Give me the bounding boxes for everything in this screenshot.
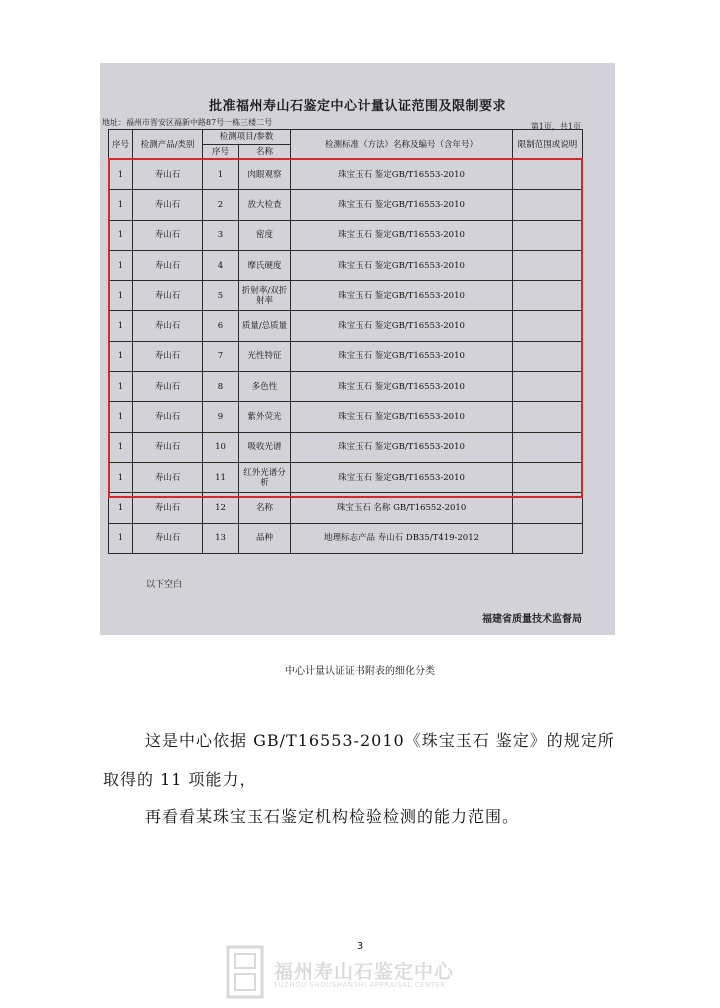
header-item-no: 序号 — [203, 145, 239, 160]
cell-item-name: 密度 — [239, 220, 291, 250]
cell-seq: 1 — [109, 462, 133, 492]
cell-item-no: 10 — [203, 432, 239, 462]
cell-item-no: 4 — [203, 250, 239, 280]
cell-item-name: 折射率/双折射率 — [239, 281, 291, 311]
cell-item-no: 11 — [203, 462, 239, 492]
cell-seq: 1 — [109, 250, 133, 280]
certificate-title: 批准福州寿山石鉴定中心计量认证范围及限制要求 — [208, 99, 506, 114]
paragraph-1-line-1: 这是中心依据 GB/T16553-2010《珠宝玉石 鉴定》的规定所 — [145, 731, 615, 750]
table-row — [109, 523, 583, 553]
cell-item-name: 红外光谱分析 — [239, 462, 291, 492]
cell-item-no: 8 — [203, 372, 239, 402]
paragraph-2: 再看看某珠宝玉石鉴定机构检验检测的能力范围。 — [145, 807, 520, 826]
cell-product: 寿山石 — [133, 250, 203, 280]
cell-standard: 珠宝玉石 鉴定GB/T16553-2010 — [291, 190, 513, 220]
cell-standard: 珠宝玉石 鉴定GB/T16553-2010 — [291, 462, 513, 492]
watermark-text: 福州寿山石鉴定中心 — [274, 961, 455, 983]
cell-seq: 1 — [109, 220, 133, 250]
cell-item-no: 1 — [203, 160, 239, 190]
seal-icon — [226, 945, 264, 999]
cell-product: 寿山石 — [133, 462, 203, 492]
certificate-address: 地址：福州市晋安区福新中路87号一栋三楼二号 — [102, 118, 273, 127]
cell-product: 寿山石 — [133, 190, 203, 220]
cell-item-name: 紫外荧光 — [239, 402, 291, 432]
cell-limit — [513, 523, 583, 553]
cell-seq: 1 — [109, 372, 133, 402]
cell-product: 寿山石 — [133, 341, 203, 371]
cell-product: 寿山石 — [133, 402, 203, 432]
cell-product: 寿山石 — [133, 372, 203, 402]
certificate-page-info: 第1页，共1页 — [530, 122, 581, 131]
issuing-authority: 福建省质量技术监督局 — [482, 614, 582, 625]
cell-item-no: 2 — [203, 190, 239, 220]
cell-seq: 1 — [109, 190, 133, 220]
cell-seq: 1 — [109, 281, 133, 311]
cell-product: 寿山石 — [133, 281, 203, 311]
page-number: 3 — [356, 941, 364, 952]
cell-product: 寿山石 — [133, 160, 203, 190]
cell-standard: 珠宝玉石 鉴定GB/T16553-2010 — [291, 372, 513, 402]
cell-item-name: 名称 — [239, 493, 291, 523]
cell-item-name: 放大检查 — [239, 190, 291, 220]
cell-seq: 1 — [109, 160, 133, 190]
cell-product: 寿山石 — [133, 311, 203, 341]
cell-item-no: 3 — [203, 220, 239, 250]
blank-below-note: 以下空白 — [146, 580, 183, 590]
cell-item-name: 质量/总质量 — [239, 311, 291, 341]
cell-standard: 珠宝玉石 鉴定GB/T16553-2010 — [291, 402, 513, 432]
cell-item-name: 光性特征 — [239, 341, 291, 371]
cell-seq: 1 — [109, 493, 133, 523]
cell-product: 寿山石 — [133, 220, 203, 250]
cell-seq: 1 — [109, 432, 133, 462]
cell-item-no: 6 — [203, 311, 239, 341]
cell-product: 寿山石 — [133, 432, 203, 462]
cell-standard: 珠宝玉石 鉴定GB/T16553-2010 — [291, 432, 513, 462]
cell-standard: 珠宝玉石 名称 GB/T16552-2010 — [291, 493, 513, 523]
cell-item-no: 13 — [203, 523, 239, 553]
cell-product: 寿山石 — [133, 493, 203, 523]
header-product: 检测产品/类别 — [133, 130, 203, 160]
cell-standard: 珠宝玉石 鉴定GB/T16553-2010 — [291, 160, 513, 190]
cell-standard: 地理标志产品 寿山石 DB35/T419-2012 — [291, 523, 513, 553]
cell-seq: 1 — [109, 311, 133, 341]
cell-item-name: 肉眼观察 — [239, 160, 291, 190]
cell-standard: 珠宝玉石 鉴定GB/T16553-2010 — [291, 250, 513, 280]
header-seq: 序号 — [109, 130, 133, 160]
cell-item-no: 9 — [203, 402, 239, 432]
cell-product: 寿山石 — [133, 523, 203, 553]
scanned-certificate-image — [100, 63, 615, 635]
watermark-subtext: FUZHOU SHOUSHANSHI APPRAISAL CENTER — [274, 981, 446, 989]
header-item-group: 检测项目/参数 — [203, 130, 291, 145]
cell-standard: 珠宝玉石 鉴定GB/T16553-2010 — [291, 281, 513, 311]
header-standard: 检测标准（方法）名称及编号（含年号） — [291, 130, 513, 160]
cell-seq: 1 — [109, 402, 133, 432]
cell-standard: 珠宝玉石 鉴定GB/T16553-2010 — [291, 341, 513, 371]
cell-item-no: 12 — [203, 493, 239, 523]
red-highlight-box — [108, 158, 583, 498]
paragraph-1-line-2: 取得的 11 项能力， — [103, 770, 257, 789]
cell-seq: 1 — [109, 341, 133, 371]
cell-item-name: 吸收光谱 — [239, 432, 291, 462]
cell-item-name: 品种 — [239, 523, 291, 553]
header-limit: 限制范围或说明 — [513, 130, 583, 160]
header-item-name: 名称 — [239, 145, 291, 160]
watermark-logo — [226, 943, 496, 1003]
cell-standard: 珠宝玉石 鉴定GB/T16553-2010 — [291, 311, 513, 341]
cell-item-no: 5 — [203, 281, 239, 311]
cell-item-name: 多色性 — [239, 372, 291, 402]
cell-seq: 1 — [109, 523, 133, 553]
figure-caption: 中心计量认证证书附表的细化分类 — [285, 666, 435, 677]
cell-standard: 珠宝玉石 鉴定GB/T16553-2010 — [291, 220, 513, 250]
cell-item-no: 7 — [203, 341, 239, 371]
cell-item-name: 摩氏硬度 — [239, 250, 291, 280]
